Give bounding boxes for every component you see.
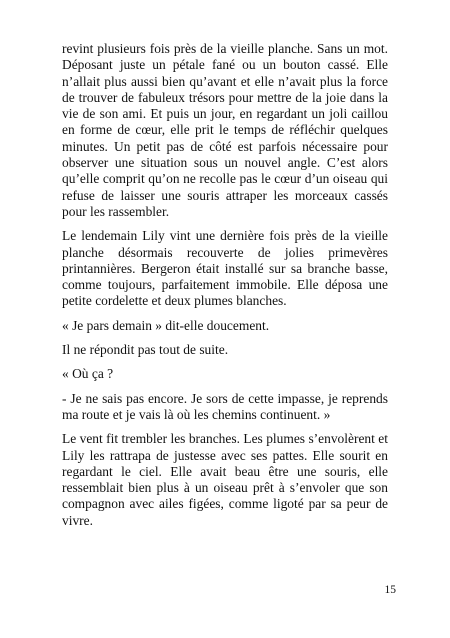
paragraph: revint plusieurs fois près de la vieille planche. Sans un mot. Déposant juste un pétale fané ou un bouton cassé. Elle n’allait plus aussi bien qu’avant et elle n’avait plus la force de trouver de fabuleux trésors pour mettre de la joie dans la vie de son ami. Et puis un jour, en regardant un joli caillou en forme de cœur, elle prit le temps de réfléchir quelques minutes. Un petit pas de côté est parfois nécessaire pour observer une situation sous un nouvel angle. C’est alors qu’elle comprit qu’on ne recolle pas le cœur d’un oiseau qui refuse de laisser une souris attraper les morceaux cassés pour les rassembler. bbox=[62, 41, 388, 219]
paragraph: Le lendemain Lily vint une dernière fois près de la vieille planche désormais recouverte de jolies primevères printannières. Bergeron était installé sur sa branche basse, comme toujours, parfaitement immobile. Elle déposa une petite cordelette et deux plumes blanches. bbox=[62, 228, 388, 309]
page-number: 15 bbox=[384, 584, 396, 596]
paragraph: « Où ça ? bbox=[62, 366, 114, 382]
paragraph: - Je ne sais pas encore. Je sors de cette impasse, je reprends ma route et je vais là où les chemins continuent. » bbox=[62, 390, 388, 422]
page-body bbox=[62, 41, 388, 537]
paragraph: Il ne répondit pas tout de suite. bbox=[62, 342, 229, 358]
paragraph: « Je pars demain » dit-elle doucement. bbox=[62, 317, 270, 333]
paragraph: Le vent fit trembler les branches. Les plumes s’envolèrent et Lily les rattrapa de justesse avec ses pattes. Elle sourit en regardant le ciel. Elle avait beau être une souris, elle ressemblait bien plus à un oiseau prêt à s’envoler que son compagnon avec ailes figées, comme ligoté par sa peur de vivre. bbox=[62, 431, 388, 528]
